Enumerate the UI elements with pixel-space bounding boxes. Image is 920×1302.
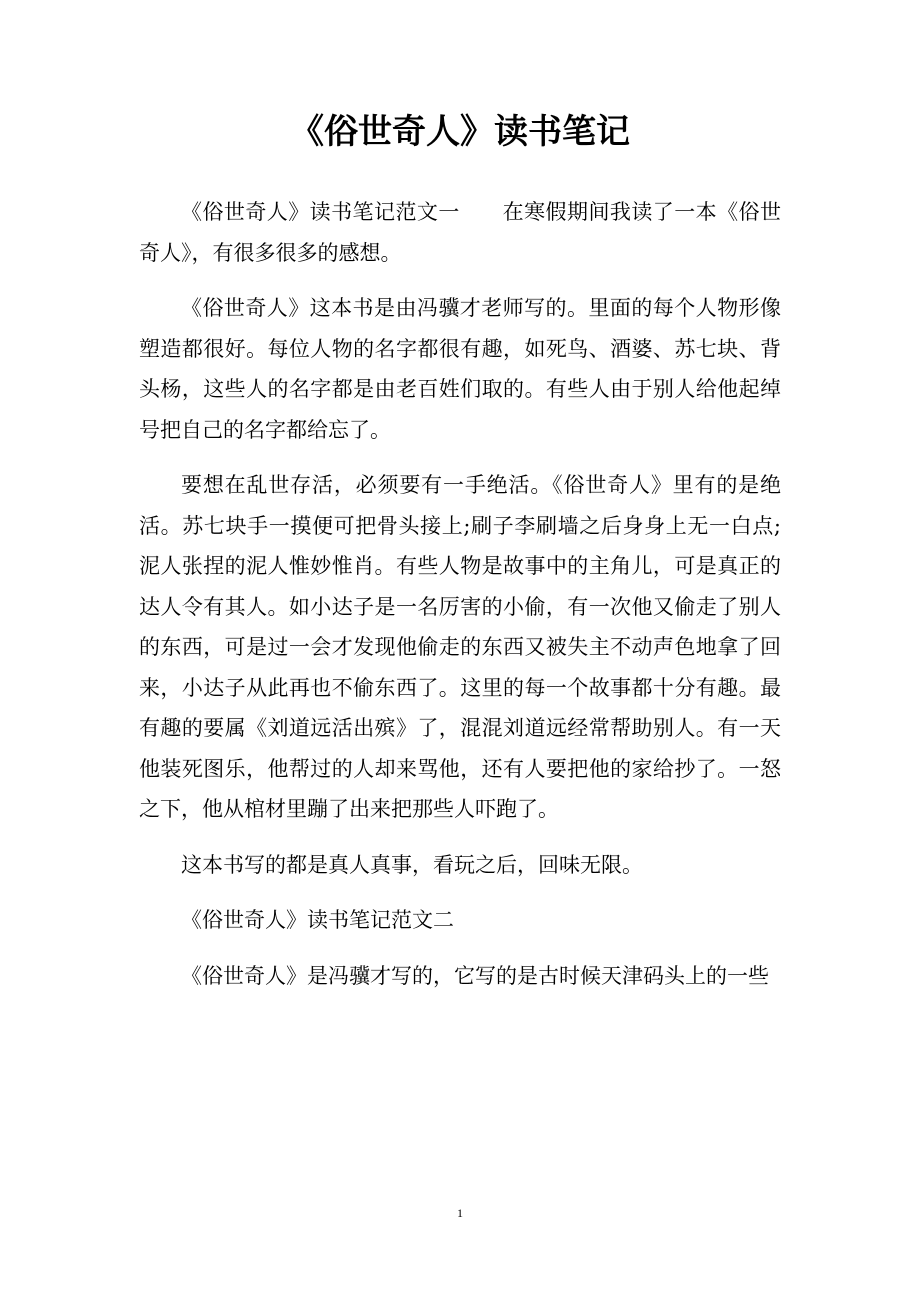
paragraph-6: 《俗世奇人》是冯骥才写的，它写的是古时候天津码头上的一些 bbox=[181, 963, 769, 988]
paragraph-3: 要想在乱世存活，必须要有一手绝活。《俗世奇人》里有的是绝活。苏七块手一摸便可把骨头接上;刷子李刷墙之后身身上无一白点;泥人张捏的泥人惟妙惟肖。有些人物是故事中的主角儿，可是真正的达人令有其人。如小达子是一名厉害的小偷，有一次他又偷走了别人的东西，可是过一会才发现他偷走的东西又被失主不动声色地拿了回来，小达子从此再也不偷东西了。这里的每一个故事都十分有趣。最有趣的要属《刘道远活出殡》了，混混刘道远经常帮助别人。有一天他装死图乐，他帮过的人却来骂他，还有人要把他的家给抄了。一怒之下，他从棺材里蹦了出来把那些人吓跑了。 bbox=[139, 473, 781, 821]
page-number: 1 bbox=[457, 1206, 463, 1220]
document-title: 《俗世奇人》读书笔记 bbox=[290, 112, 630, 152]
paragraph-4: 这本书写的都是真人真事，看玩之后，回味无限。 bbox=[181, 852, 643, 877]
document-body bbox=[139, 192, 781, 1011]
paragraph-2: 《俗世奇人》这本书是由冯骥才老师写的。里面的每个人物形像塑造都很好。每位人物的名字都很有趣，如死鸟、酒婆、苏七块、背头杨，这些人的名字都是由老百姓们取的。有些人由于别人给他起绰号把自己的名字都给忘了。 bbox=[139, 296, 781, 442]
paragraph-1: 《俗世奇人》读书笔记范文一 在寒假期间我读了一本《俗世奇人》，有很多很多的感想。 bbox=[139, 200, 781, 265]
paragraph-5: 《俗世奇人》读书笔记范文二 bbox=[181, 908, 454, 932]
